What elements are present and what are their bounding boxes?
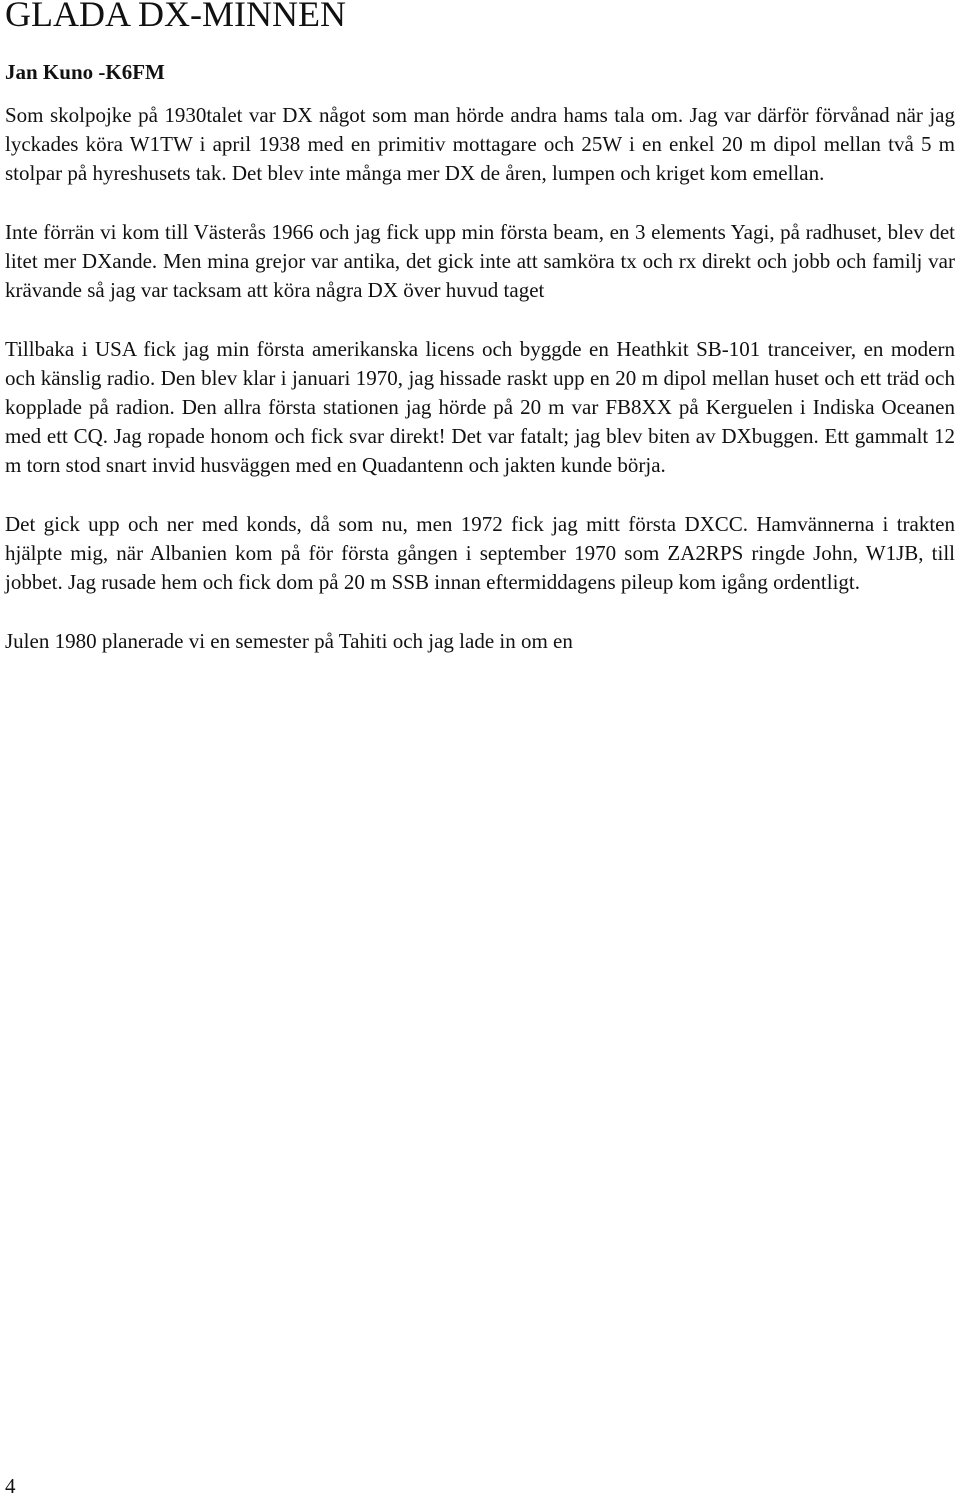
author-line: Jan Kuno -K6FM <box>5 60 165 84</box>
paragraph-1: Som skolpojke på 1930talet var DX något som man hörde andra hams tala om. Jag var därför förvånad när jag lyckades köra W1TW i april 1938 med en primitiv mottagare och 25W i en enkel 20 m dipol mellan två 5 m stolpar på hyreshusets tak. Det blev inte många mer DX de åren, lumpen och kriget kom emellan. <box>5 103 955 185</box>
paragraph-4: Det gick upp och ner med konds, då som nu, men 1972 fick jag mitt första DXCC. Hamvännerna i trakten hjälpte mig, när Albanien kom på för första gången i september 1970 som ZA2RPS ringde John, W1JB, till jobbet. Jag rusade hem och fick dom på 20 m SSB innan eftermiddagens pileup kom igång ordentligt. <box>5 512 955 594</box>
article-body <box>5 101 955 686</box>
page-number: 4 <box>5 1474 16 1498</box>
document-title: GLADA DX-MINNEN <box>5 0 346 34</box>
paragraph-5: Julen 1980 planerade vi en semester på Tahiti och jag lade in om en <box>5 629 573 653</box>
paragraph-2: Inte förrän vi kom till Västerås 1966 och jag fick upp min första beam, en 3 elements Yagi, på radhuset, blev det litet mer DXande. Men mina grejor var antika, det gick inte att samköra tx och rx direkt och jobb och familj var krävande så jag var tacksam att köra några DX över huvud taget <box>5 220 955 302</box>
paragraph-3: Tillbaka i USA fick jag min första amerikanska licens och byggde en Heathkit SB-101 tranceiver, en modern och känslig radio. Den blev klar i januari 1970, jag hissade raskt upp en 20 m dipol mellan huset och ett träd och kopplade på radion. Den allra första stationen jag hörde på 20 m var FB8XX på Kerguelen i Indiska Oceanen med ett CQ. Jag ropade honom och fick svar direkt! Det var fatalt; jag blev biten av DXbuggen. Ett gammalt 12 m torn stod snart invid husväggen med en Quadantenn och jakten kunde börja. <box>5 337 955 477</box>
